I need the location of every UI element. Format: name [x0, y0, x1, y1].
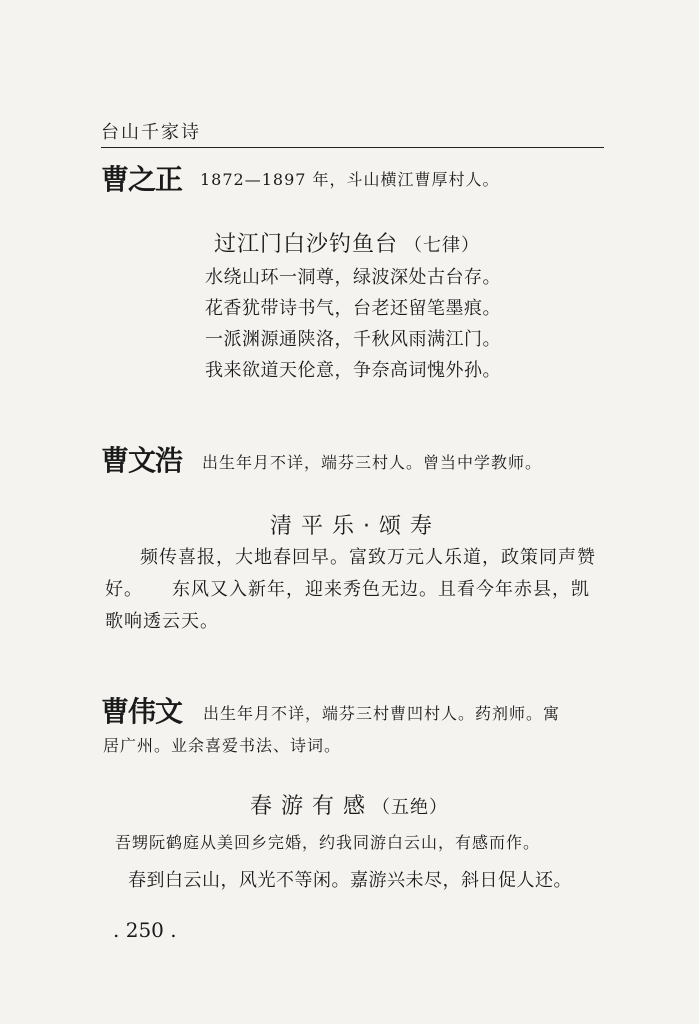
header-rule: [101, 147, 604, 148]
prose-line: 频传喜报，大地春回早。富致万元人乐道，政策同声赞: [140, 547, 596, 568]
poem-form: （七律）: [404, 235, 481, 256]
poem-line: 花香犹带诗书气，台老还留笔墨痕。: [205, 298, 501, 319]
poem-title: [250, 789, 448, 820]
poem-title-text: 过江门白沙钓鱼台: [214, 232, 399, 257]
poem-title: [214, 227, 480, 258]
poem-line: 春到白云山，风光不等闲。嘉游兴未尽，斜日促人还。: [128, 870, 572, 891]
poem-line: 水绕山环一洞尊，绿波深处古台存。: [205, 267, 501, 288]
page-number: . 250 .: [113, 918, 177, 942]
author-bio: 居广州。业余喜爱书法、诗词。: [103, 736, 342, 755]
poem-preface: 吾甥阮鹤庭从美回乡完婚，约我同游白云山，有感而作。: [115, 833, 541, 852]
author-name: 曹之正: [101, 163, 183, 196]
poem-line: 一派渊源通陕洛，千秋风雨满江门。: [205, 329, 501, 350]
author-bio: 1872—1897 年，斗山横江曹厚村人。: [200, 170, 500, 189]
author-bio: 出生年月不详，端芬三村曹凹村人。药剂师。寓: [203, 704, 561, 723]
author-name: 曹文浩: [101, 444, 183, 477]
prose-line: 歌响透云天。: [105, 611, 219, 632]
poem-line: 我来欲道天伦意，争奈高词愧外孙。: [205, 360, 501, 381]
poem-title: 清 平 乐 · 颂 寿: [270, 514, 433, 539]
author-bio: 出生年月不详，端芬三村人。曾当中学教师。: [202, 453, 543, 472]
running-header-title: 台山千家诗: [101, 122, 201, 143]
author-name: 曹伟文: [101, 695, 183, 728]
poem-form: （五绝）: [371, 797, 448, 818]
prose-line: 好。 东风又入新年，迎来秀色无边。且看今年赤县，凯: [105, 579, 590, 600]
poem-title-text: 春 游 有 感: [250, 794, 366, 819]
